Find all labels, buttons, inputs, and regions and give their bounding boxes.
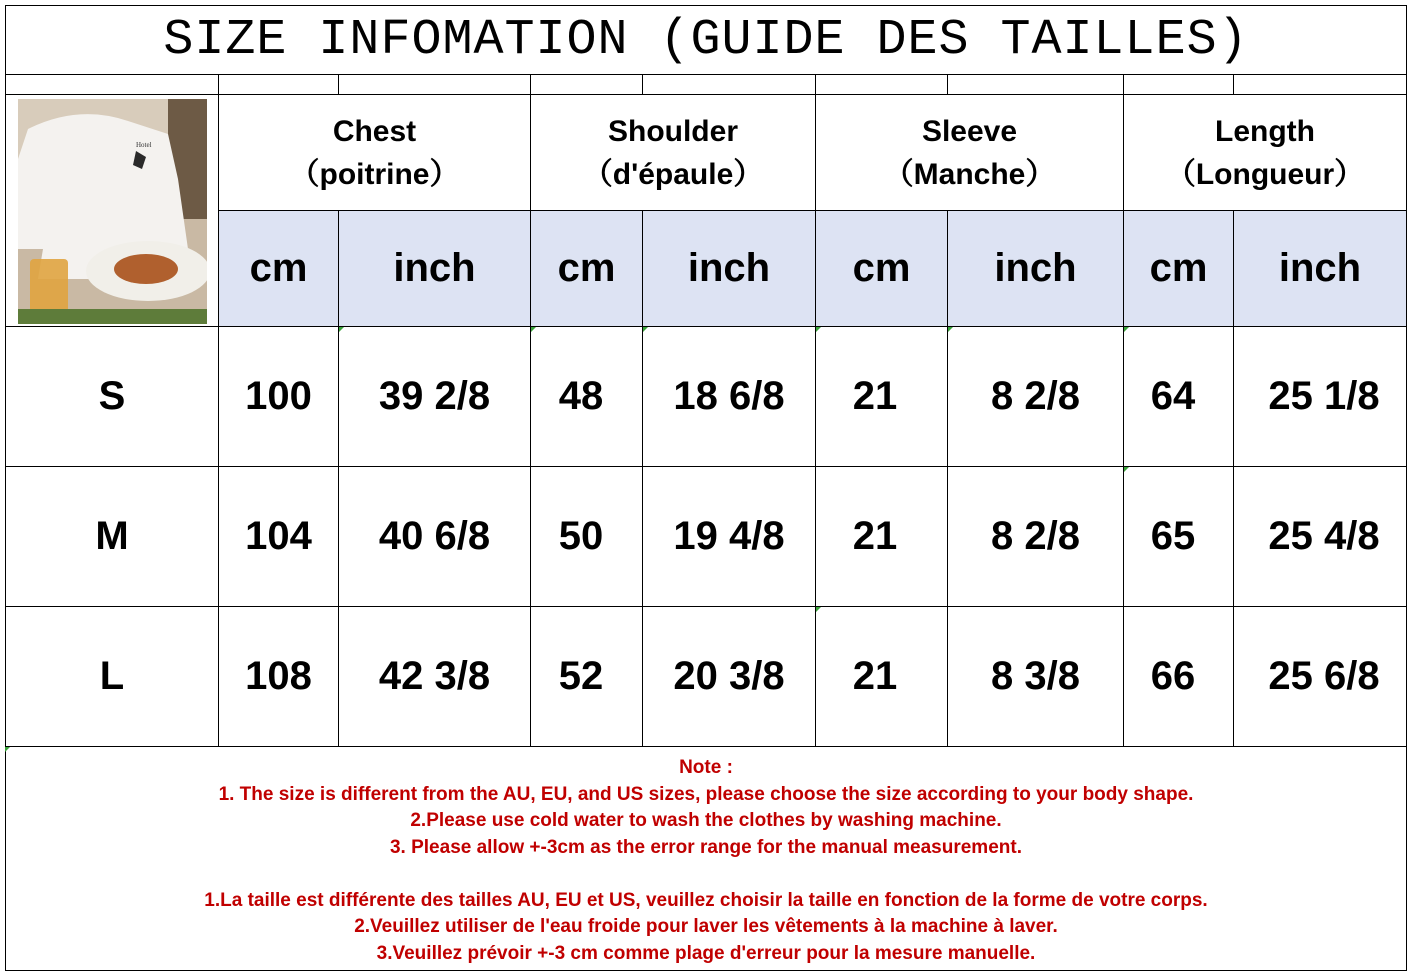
cell-marker — [816, 607, 821, 612]
size-label-s: S — [98, 374, 126, 418]
cell-marker — [948, 327, 953, 332]
notes-spacer — [5, 861, 1407, 888]
header-length — [1124, 95, 1406, 210]
notes-heading: Note : — [679, 757, 733, 778]
header-shoulder — [531, 95, 815, 210]
note-en-2: 2.Please use cold water to wash the clothes by washing machine. — [410, 810, 1002, 831]
page-title: SIZE INFOMATION (GUIDE DES TAILLES) — [163, 11, 1249, 69]
cell-l-chest-cm: 108 — [245, 654, 312, 698]
grid-line — [947, 74, 948, 94]
cell-marker — [531, 327, 536, 332]
cell-s-sleeve-inch: 8 2/8 — [991, 374, 1080, 418]
cell-s-shoulder-cm: 48 — [558, 374, 604, 418]
grid-line — [1233, 74, 1234, 94]
note-en-3: 3. Please allow +-3cm as the error range for the manual measurement. — [389, 836, 1022, 858]
header-shoulder-name: Shoulder — [607, 114, 738, 148]
grid-line — [5, 74, 1407, 75]
grid-line — [218, 74, 219, 94]
product-photo — [18, 99, 207, 324]
cell-marker — [339, 327, 344, 332]
cell-m-shoulder-inch: 19 4/8 — [673, 514, 785, 558]
cell-s-sleeve-cm: 21 — [852, 374, 898, 418]
size-label-m: M — [95, 514, 129, 558]
header-chest-sub: （poitrine） — [289, 157, 460, 191]
unit-cm-length: cm — [1124, 211, 1233, 326]
unit-cm-sleeve: cm — [816, 211, 947, 326]
cell-marker — [816, 327, 821, 332]
cell-s-chest-inch: 39 2/8 — [378, 374, 491, 418]
unit-cm-shoulder: cm — [531, 211, 642, 326]
cell-marker — [643, 327, 648, 332]
grid-line — [815, 74, 816, 94]
note-fr-1: 1.La taille est différente des tailles AU, EU et US, veuillez choisir la taille en fonction de la forme de votre corps. — [204, 889, 1208, 911]
cell-marker — [1124, 327, 1129, 332]
header-shoulder-sub: （d'épaule） — [582, 157, 764, 191]
cell-s-chest-cm: 100 — [245, 374, 312, 418]
cell-m-length-cm: 65 — [1150, 514, 1196, 558]
cell-s-length-cm: 64 — [1150, 374, 1196, 418]
grid-line — [1123, 74, 1124, 94]
cell-m-chest-inch: 40 6/8 — [378, 514, 491, 558]
grid-line — [338, 74, 339, 94]
grid-line — [5, 746, 1407, 747]
grid-line — [5, 970, 1407, 971]
note-fr-2: 2.Veuillez utiliser de l'eau froide pour laver les vêtements à la machine à laver. — [354, 916, 1058, 937]
cell-l-length-inch: 25 6/8 — [1268, 654, 1380, 698]
header-length-sub: （Longueur） — [1165, 157, 1365, 191]
cell-s-shoulder-inch: 18 6/8 — [673, 374, 785, 418]
cell-m-chest-cm: 104 — [245, 514, 312, 558]
header-chest — [219, 95, 530, 210]
cell-m-sleeve-cm: 21 — [852, 514, 898, 558]
header-length-name: Length — [1215, 114, 1315, 148]
notes-section — [5, 748, 1407, 970]
unit-inch-sleeve: inch — [948, 211, 1123, 326]
header-chest-name: Chest — [332, 114, 417, 148]
unit-inch-length: inch — [1234, 211, 1406, 326]
cell-l-shoulder-inch: 20 3/8 — [673, 654, 785, 698]
cell-m-sleeve-inch: 8 2/8 — [991, 514, 1080, 558]
cell-m-length-inch: 25 4/8 — [1268, 514, 1380, 558]
cell-s-length-inch: 25 1/8 — [1268, 374, 1380, 418]
cell-marker — [1124, 467, 1129, 472]
cell-m-shoulder-cm: 50 — [558, 514, 604, 558]
size-label-l: L — [99, 654, 125, 698]
header-sleeve-sub: （Manche） — [883, 157, 1056, 191]
header-sleeve-name: Sleeve — [921, 114, 1018, 148]
header-sleeve — [816, 95, 1123, 210]
grid-line — [5, 5, 1407, 6]
grid-line — [642, 74, 643, 94]
unit-cm-chest: cm — [219, 211, 338, 326]
unit-inch-chest: inch — [339, 211, 530, 326]
cell-l-length-cm: 66 — [1150, 654, 1196, 698]
svg-text:Hotel: Hotel — [136, 141, 152, 149]
cell-l-sleeve-inch: 8 3/8 — [991, 654, 1080, 698]
cell-l-sleeve-cm: 21 — [852, 654, 898, 698]
note-en-1: 1. The size is different from the AU, EU, and US sizes, please choose the size according to your body shape. — [218, 783, 1194, 805]
unit-inch-shoulder: inch — [643, 211, 815, 326]
note-fr-3: 3.Veuillez prévoir +-3 cm comme plage d'erreur pour la mesure manuelle. — [376, 942, 1036, 964]
grid-line — [530, 74, 531, 94]
cell-l-shoulder-cm: 52 — [558, 654, 604, 698]
cell-l-chest-inch: 42 3/8 — [378, 654, 491, 698]
